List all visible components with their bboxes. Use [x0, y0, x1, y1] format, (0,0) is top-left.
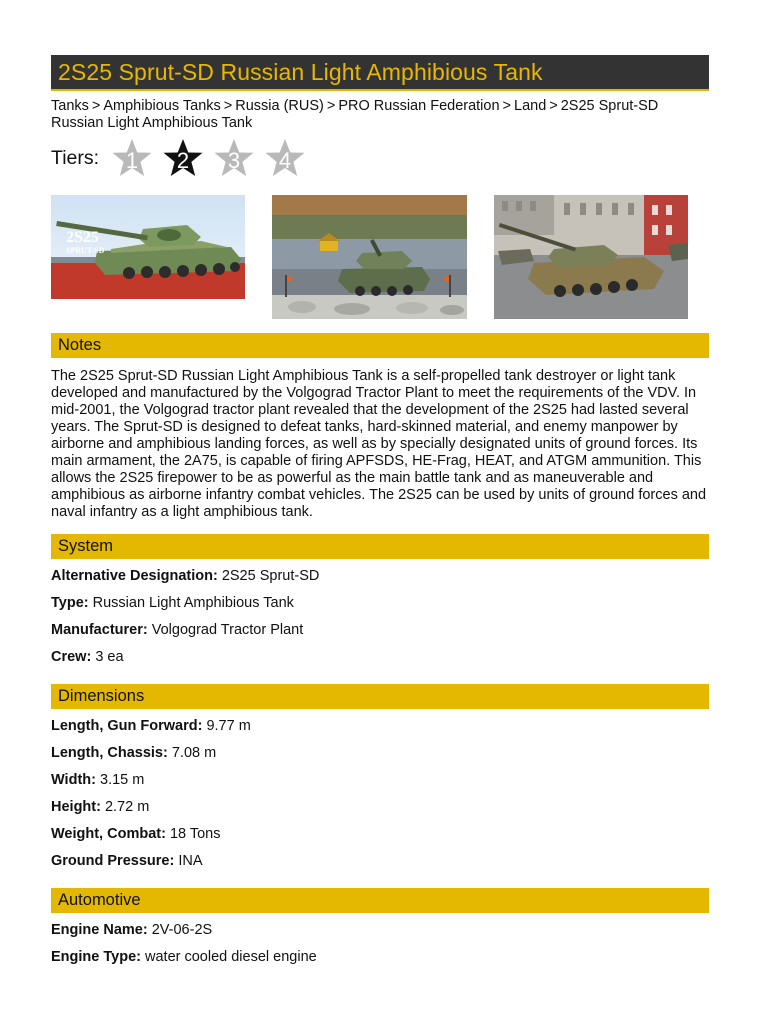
- notes-text: The 2S25 Sprut-SD Russian Light Amphibious Tank is a self-propelled tank destroyer or light tank developed and manufactured by the Volgograd Tractor Plant to meet the requirements of the VDV. In mid-2001, the Volgograd tractor plant revealed that the development of the 2S25 had lasted several years. The Sprut-SD is designed to defeat tanks, hard-skinned material, and enemy manpower by airborne and amphibious landing forces, as well as by specially designated units of ground forces. Its main armament, the 2A75, is capable of firing APFSDS, HE-Frag, HEAT, and ATGM ammunition. This allows the 2S25 firepower to be as powerful as the main battle tank and as maneuverable and amphibious as airborne infantry combat vehicles. The 2S25 can be used by units of ground forces and naval infantry as a light amphibious tank.: [51, 368, 707, 520]
- title-bar: [51, 55, 709, 91]
- tier-2-star-icon[interactable]: [162, 138, 204, 178]
- spec-value: 2S25 Sprut-SD: [221, 568, 320, 584]
- breadcrumb: [51, 98, 709, 132]
- dimensions-spec-list: [51, 709, 709, 888]
- spec-height: [51, 799, 709, 826]
- tank-photo-2[interactable]: [272, 195, 467, 319]
- spec-value: Russian Light Amphibious Tank: [92, 595, 294, 611]
- spec-value: 3.15 m: [100, 772, 145, 788]
- spec-alternative-designation: [51, 568, 709, 595]
- spec-label: Type:: [51, 595, 89, 611]
- spec-engine-name: [51, 922, 709, 949]
- tier-4-number: 4: [278, 148, 292, 173]
- tiers-label: Tiers:: [51, 146, 100, 169]
- breadcrumb-separator: >: [91, 98, 101, 114]
- tank-photo-3[interactable]: [494, 195, 688, 319]
- automotive-spec-list: [51, 913, 709, 984]
- tank-photo-1-image: [51, 195, 245, 299]
- breadcrumb-item-tanks[interactable]: Tanks: [51, 98, 89, 114]
- automotive-header: Automotive: [51, 888, 709, 913]
- page-title: 2S25 Sprut-SD Russian Light Amphibious Tank: [58, 58, 543, 85]
- spec-label: Crew:: [51, 649, 92, 665]
- tiers-rating: [51, 137, 709, 179]
- breadcrumb-separator: >: [502, 98, 511, 114]
- spec-value: INA: [178, 853, 203, 869]
- dimensions-header: Dimensions: [51, 684, 709, 709]
- tank-photo-1[interactable]: [51, 195, 245, 299]
- spec-weight-combat: [51, 826, 709, 853]
- spec-label: Weight, Combat:: [51, 826, 166, 842]
- tier-4-star-icon[interactable]: [264, 138, 306, 178]
- system-spec-list: [51, 559, 709, 684]
- breadcrumb-item-amphibious-tanks[interactable]: Amphibious Tanks: [103, 98, 221, 114]
- spec-manufacturer: [51, 622, 709, 649]
- tank-photo-3-image: [494, 195, 688, 319]
- spec-value: 18 Tons: [169, 826, 221, 842]
- breadcrumb-item-land[interactable]: Land: [514, 98, 547, 114]
- spec-label: Engine Name:: [51, 922, 148, 938]
- spec-value: 9.77 m: [206, 718, 251, 734]
- breadcrumb-separator: >: [549, 98, 558, 114]
- spec-label: Length, Chassis:: [51, 745, 168, 761]
- tier-1-number: 1: [125, 148, 139, 173]
- spec-length-chassis: [51, 745, 709, 772]
- breadcrumb-separator: >: [223, 98, 233, 114]
- breadcrumb-item-current: 2S25 Sprut-SD Russian Light Amphibious Tank: [51, 98, 659, 131]
- spec-label: Length, Gun Forward:: [51, 718, 203, 734]
- spec-engine-type: [51, 949, 709, 976]
- spec-value: 3 ea: [95, 649, 124, 665]
- spec-value: 2V-06-2S: [151, 922, 213, 938]
- tier-3-star-icon[interactable]: [213, 138, 255, 178]
- photo-overlay-name: SPRUT-SD: [66, 246, 105, 255]
- breadcrumb-item-russia[interactable]: Russia (RUS): [235, 98, 324, 114]
- spec-label: Manufacturer:: [51, 622, 148, 638]
- breadcrumb-separator: >: [326, 98, 336, 114]
- spec-length-gun-forward: [51, 718, 709, 745]
- spec-label: Ground Pressure:: [51, 853, 175, 869]
- tier-2-number: 2: [176, 148, 190, 173]
- spec-value: Volgograd Tractor Plant: [151, 622, 304, 638]
- breadcrumb-item-pro-russian-federation[interactable]: PRO Russian Federation: [338, 98, 500, 114]
- spec-value: water cooled diesel engine: [145, 949, 317, 965]
- spec-label: Engine Type:: [51, 949, 141, 965]
- spec-label: Height:: [51, 799, 101, 815]
- spec-ground-pressure: [51, 853, 709, 880]
- spec-value: 2.72 m: [104, 799, 150, 815]
- spec-width: [51, 772, 709, 799]
- spec-crew: [51, 649, 709, 676]
- tier-3-number: 3: [227, 148, 241, 173]
- tier-1-star-icon[interactable]: [111, 138, 153, 178]
- system-header: System: [51, 534, 709, 559]
- tank-photo-2-image: [272, 195, 467, 319]
- datasheet-page: [51, 55, 709, 984]
- photo-overlay-designation: 2S25: [66, 229, 99, 246]
- photo-gallery: [51, 195, 709, 319]
- spec-label: Width:: [51, 772, 96, 788]
- spec-label: Alternative Designation:: [51, 568, 218, 584]
- spec-value: 7.08 m: [171, 745, 217, 761]
- spec-type: [51, 595, 709, 622]
- notes-header: Notes: [51, 333, 709, 358]
